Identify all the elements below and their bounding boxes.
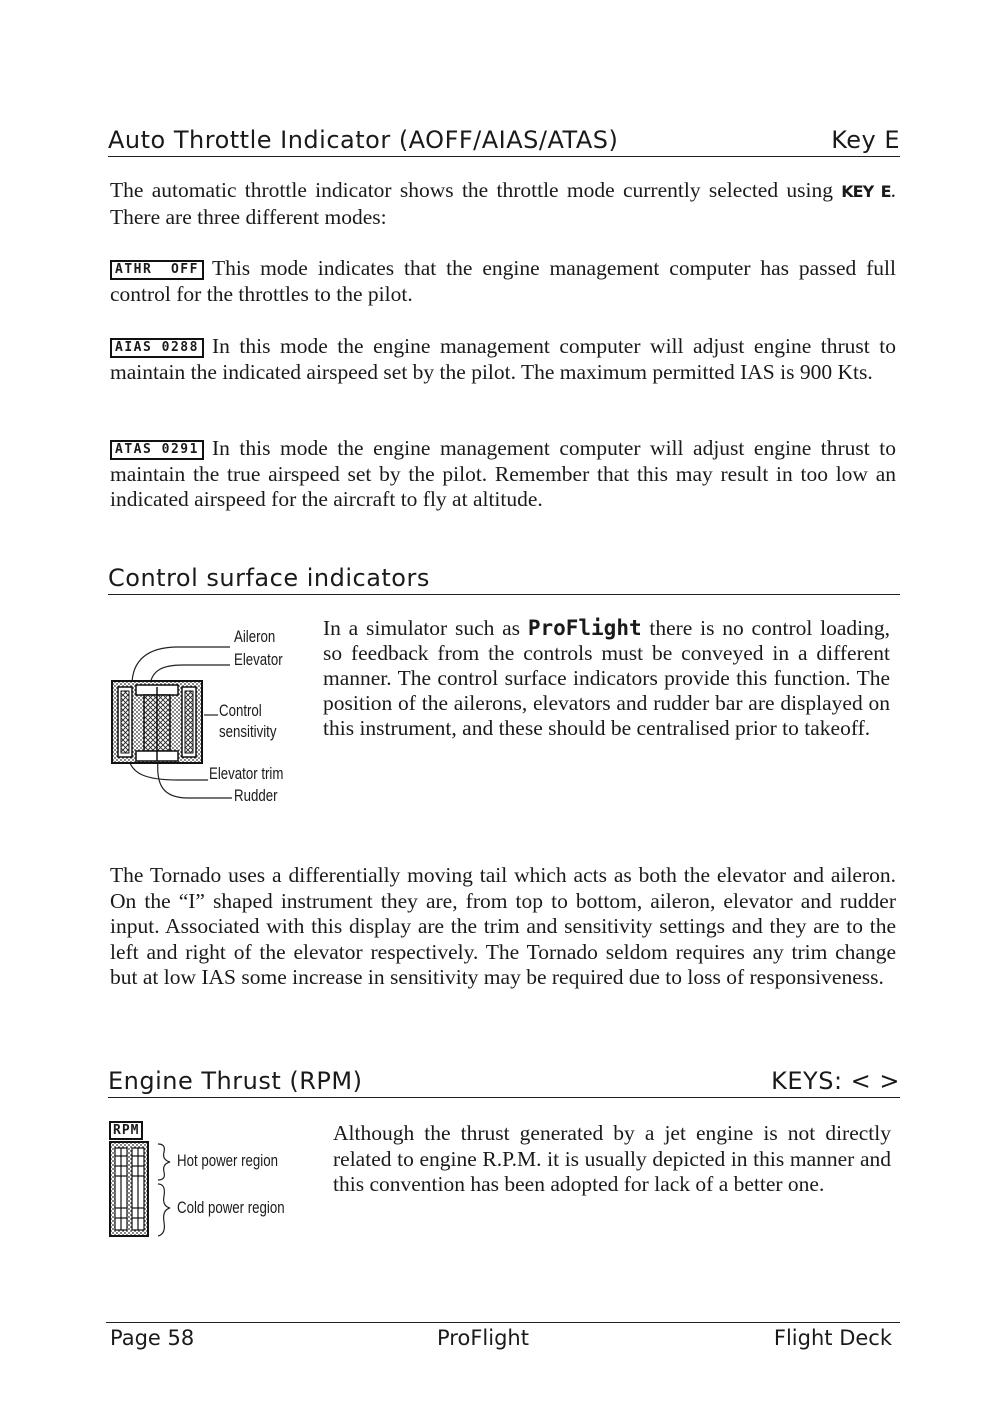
intro-text: The automatic throttle indicator shows the throttle mode currently selected using xyxy=(110,178,842,202)
heading-title: Control surface indicators xyxy=(108,564,430,592)
aileron-label: Aileron xyxy=(234,627,276,646)
description-text-end: there is no control loading, so feedback from the controls must be conveyed in a different manner. The control surface indicators provide this function. The position of the ailerons, elevators and rudder bar are displayed on this instrument, and these should be centralised prior to takeoff. xyxy=(323,616,890,740)
footer-title: ProFlight xyxy=(437,1326,529,1350)
intro-paragraph xyxy=(110,178,896,230)
mode-description: In this mode the engine management computer will adjust engine thrust to maintain the true airspeed set by the pilot. Remember that this may result in too low an indicated airspeed for the aircraft to fly at altitude. xyxy=(110,436,896,511)
sensitivity-label: sensitivity xyxy=(219,722,277,741)
mode-paragraph-atas xyxy=(110,436,896,513)
control-surface-diagram xyxy=(108,615,328,815)
brand-name: ProFlight xyxy=(527,616,642,640)
mode-paragraph-aias xyxy=(110,334,896,385)
aileron-leader xyxy=(132,647,230,685)
mode-description: This mode indicates that the engine management computer has passed full control for the throttles to the pilot. xyxy=(110,256,896,306)
athr-off-display: ATHR OFF xyxy=(110,260,204,280)
footer-section: Flight Deck xyxy=(773,1326,892,1350)
cold-power-region-label: Cold power region xyxy=(177,1198,285,1217)
elevator-label: Elevator xyxy=(234,650,283,669)
elevator-trim-bar xyxy=(121,691,129,753)
description-text: In a simulator such as xyxy=(323,616,528,640)
tornado-paragraph: The Tornado uses a differentially moving tail which acts as both the elevator and aileron. On the “I” shaped instrument they are, from top to bottom, aileron, elevator and rudder input. Associated with this display are the trim and sensitivity settings and they are to the left and right of the elevator respectively. The Tornado seldom requires any trim change but at low IAS some increase in sensitivity may be required due to loss of responsiveness. xyxy=(110,863,896,989)
heading-key: Key E xyxy=(831,126,900,154)
control-label: Control xyxy=(219,701,262,720)
section-heading-control-surface xyxy=(108,564,900,595)
rpm-gauge-label: RPM xyxy=(109,1121,143,1140)
heading-title: Auto Throttle Indicator (AOFF/AIAS/ATAS) xyxy=(108,126,619,154)
rudder-label: Rudder xyxy=(234,786,278,805)
key-reference: KEY E xyxy=(841,182,891,201)
intro-text-end: . There are three different modes: xyxy=(110,178,896,229)
mode-paragraph-athr xyxy=(110,256,896,307)
heading-title: Engine Thrust (RPM) xyxy=(108,1067,363,1095)
engine-thrust-description: Although the thrust generated by a jet engine is not directly related to engine R.P.M. it is usually depicted in this manner and this convention has been adopted for lack of a better one. xyxy=(333,1121,891,1196)
control-surface-description xyxy=(323,616,890,741)
heading-keys: KEYS: < > xyxy=(771,1067,900,1095)
section-heading-auto-throttle xyxy=(108,126,900,157)
sensitivity-bar xyxy=(185,691,193,753)
aias-display: AIAS 0288 xyxy=(110,338,204,358)
hot-region-brace xyxy=(158,1144,170,1180)
mode-description: In this mode the engine management computer will adjust engine thrust to maintain the indicated airspeed set by the pilot. The maximum permitted IAS is 900 Kts. xyxy=(110,334,896,384)
hot-power-region-label: Hot power region xyxy=(177,1151,278,1170)
rpm-gauge xyxy=(108,1140,178,1240)
atas-display: ATAS 0291 xyxy=(110,440,204,460)
elevator-trim-label: Elevator trim xyxy=(209,764,284,783)
footer-page-number: Page 58 xyxy=(110,1326,195,1350)
section-heading-engine-thrust xyxy=(108,1067,900,1098)
cold-region-brace xyxy=(158,1184,170,1236)
footer-rule xyxy=(106,1322,900,1323)
